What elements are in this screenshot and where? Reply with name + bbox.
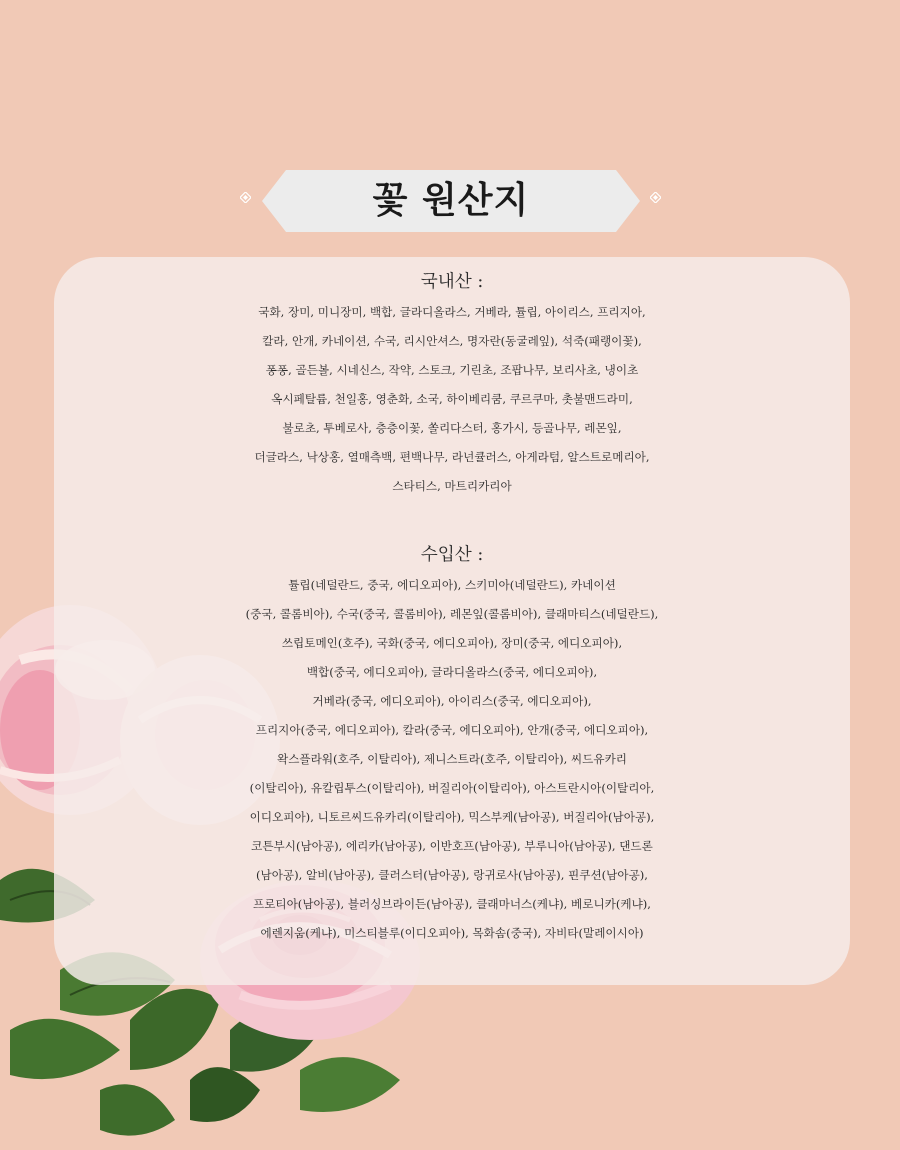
imported-line: 튤립(네덜란드, 중국, 에디오피아), 스키미아(네덜란드), 카네이션 <box>288 578 616 592</box>
imported-line: 거베라(중국, 에디오피아), 아이리스(중국, 에디오피아), <box>312 694 592 708</box>
diamond-ornament-icon <box>650 192 661 203</box>
page-title: 꽃 원산지 <box>372 180 530 221</box>
origin-content <box>64 268 840 948</box>
domestic-line: 옥시페탈륨, 천일홍, 영춘화, 소국, 하이베리쿰, 쿠르쿠마, 촛불맨드라미, <box>271 392 633 406</box>
domestic-line: 더글라스, 낙상홍, 열매측백, 편백나무, 라넌큘러스, 아게라텀, 알스트로메리아, <box>254 450 650 464</box>
imported-line: 백합(중국, 에디오피아), 글라디올라스(중국, 에디오피아), <box>306 665 598 679</box>
section-gap <box>64 501 840 541</box>
imported-line: 에렌지움(케냐), 미스티블루(이디오피아), 목화솜(중국), 자비타(말레이시아) <box>260 926 644 940</box>
diamond-ornament-icon <box>240 192 251 203</box>
domestic-label: 국내산 : <box>420 272 484 292</box>
imported-line: 프리지아(중국, 에디오피아), 칼라(중국, 에디오피아), 안개(중국, 에디오피아), <box>255 723 649 737</box>
domestic-line: 칼라, 안개, 카네이션, 수국, 리시안셔스, 명자란(동굴레잎), 석죽(패랭이꽃), <box>262 334 642 348</box>
domestic-section <box>64 268 840 501</box>
imported-line: 이디오피아), 니토르씨드유카리(이탈리아), 믹스부케(남아공), 버질리아(남아공), <box>249 810 655 824</box>
imported-line: 쓰립토메인(호주), 국화(중국, 에디오피아), 장미(중국, 에디오피아), <box>281 636 623 650</box>
domestic-line: 스타티스, 마트리카리아 <box>392 479 512 493</box>
imported-line: 왁스플라워(호주, 이탈리아), 제니스트라(호주, 이탈리아), 씨드유카리 <box>277 752 627 766</box>
imported-label: 수입산 : <box>420 545 484 565</box>
domestic-line: 퐁퐁, 골든볼, 시네신스, 작약, 스토크, 기린초, 조팝나무, 보리사초, 냉이초 <box>265 363 639 377</box>
imported-line: (중국, 콜롬비아), 수국(중국, 콜롬비아), 레몬잎(콜롬비아), 클래마티스(네덜란드), <box>245 607 659 621</box>
domestic-line: 불로초, 투베로사, 층층이꽃, 쏠리다스터, 홍가시, 등골나무, 레몬잎, <box>282 421 622 435</box>
domestic-line: 국화, 장미, 미니장미, 백합, 글라디올라스, 거베라, 튤립, 아이리스, 프리지아, <box>258 305 646 319</box>
imported-line: (이탈리아), 유칼립투스(이탈리아), 버질리아(이탈리아), 아스트란시아(이탈리아, <box>249 781 655 795</box>
title-banner <box>262 170 640 232</box>
imported-line: 코튼부시(남아공), 에리카(남아공), 이반호프(남아공), 부루니아(남아공), 댄드론 <box>251 839 653 853</box>
imported-line: (남아공), 알비(남아공), 클러스터(남아공), 랑귀로사(남아공), 핀쿠션(남아공), <box>256 868 648 882</box>
imported-section <box>64 541 840 948</box>
imported-line: 프로티아(남아공), 블러싱브라이든(남아공), 클래마너스(케냐), 베로니카(케냐), <box>253 897 651 911</box>
